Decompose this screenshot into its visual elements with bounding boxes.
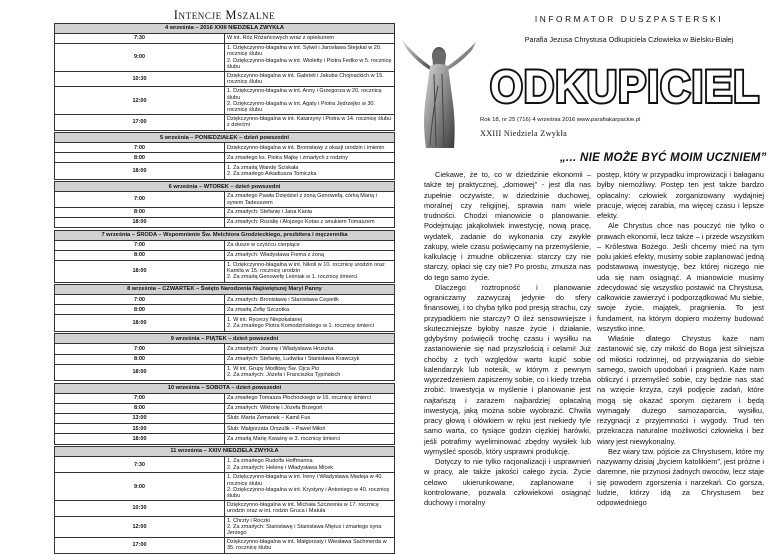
mass-time: 7:00: [55, 192, 225, 207]
mass-intention: [225, 87, 395, 115]
mass-intention: [225, 393, 395, 403]
mass-intention: [225, 207, 395, 217]
mass-row: [55, 364, 395, 380]
mass-time: 8:00: [55, 250, 225, 260]
mass-time: 15:00: [55, 424, 225, 434]
mass-intention: [225, 413, 395, 423]
mass-intention: [225, 295, 395, 305]
mass-time: 18:00: [55, 315, 225, 331]
mass-time: 7:00: [55, 344, 225, 354]
mass-row: [55, 403, 395, 413]
mass-row: [55, 143, 395, 153]
intention-line: 2. Dziękczynno-błagalna w int. Wioletty i Piotra Fedko w 5. rocznicę ślubu: [227, 57, 392, 70]
mass-time: 7:30: [55, 33, 225, 43]
day-header: 6 września – WTOREK – dzień powszedni: [55, 182, 395, 192]
intention-line: 2. Za zmarłych: Helenę i Władysława Micek: [227, 464, 334, 471]
mass-row: [55, 163, 395, 179]
day-header: 4 września – 2016 XXIII NIEDZIELA ZWYKŁA: [55, 24, 395, 34]
mass-time: 7:00: [55, 393, 225, 403]
intention-line: Za dusze w czyśćcu cierpiące: [227, 242, 300, 249]
day-header-row: [55, 285, 395, 295]
mass-time: 7:00: [55, 295, 225, 305]
masthead-text: ODKUPICIEL: [490, 61, 760, 112]
intention-line: Za zmarłą Marię Kwaśny w 3. rocznicę śmierci: [227, 435, 341, 442]
intention-line: 1. Dziękczynno-błagalna w int. Nikoli w 10. rocznicę urodzin oraz Kamila w 15. rocznicę urodzin: [227, 261, 385, 275]
mass-intention: [225, 44, 395, 72]
intention-line: Za zmarłą Zofię Szczotka: [227, 306, 290, 313]
mass-row: [55, 354, 395, 364]
intentions-table-body: [55, 24, 395, 554]
mass-time: 17:00: [55, 115, 225, 130]
intention-line: 2. Za zmarłego Piotra Komodzińskiego w 1. rocznicę śmierci: [227, 323, 375, 330]
intention-line: Za zmarłego ks. Piotra Majkę i zmarłych z rodziny: [227, 154, 349, 161]
mass-intention: [225, 473, 395, 501]
mass-row: [55, 250, 395, 260]
intention-line: 1. Dziękczynno-błagalna w int. Sylwii i Jarosława Stejskal w 20. rocznicę ślubu: [227, 45, 382, 58]
issue-info: Rok 18, nr 25 (716) 4 września 2016 www.parafiakarpackie.pl: [480, 117, 641, 123]
intention-line: 2. Dziękczynno-błagalna w int. Agaty i Piotra Jędrzejko w 30. rocznicę ślubu: [227, 100, 375, 113]
mass-row: [55, 192, 395, 207]
article-column-1: [424, 170, 591, 508]
mass-intention: [225, 250, 395, 260]
intention-line: Za zmarłego Pawła Dziędziel z żoną Genowefą, córką Marią i synem Tadeuszem: [227, 193, 377, 206]
mass-row: [55, 434, 395, 444]
mass-intention: [225, 143, 395, 153]
mass-time: 9:00: [55, 44, 225, 72]
intention-line: Za zmarłych: Joannę i Władysława Hruszka: [227, 345, 334, 352]
mass-row: [55, 33, 395, 43]
mass-intention: [225, 163, 395, 179]
mass-time: 8:00: [55, 403, 225, 413]
mass-row: [55, 538, 395, 553]
mass-time: 12:00: [55, 87, 225, 115]
intention-line: 1. Dziękczynno-błagalna w int. Anny i Grzegorza w 20. rocznicę ślubu: [227, 88, 382, 101]
mass-time: 8:00: [55, 207, 225, 217]
day-header: 9 września – PIĄTEK – dzień powszedni: [55, 334, 395, 344]
mass-time: 7:30: [55, 457, 225, 473]
mass-intention: [225, 354, 395, 364]
article-paragraph: Ale Chrystus chce nas pouczyć nie tylko o prawach ekonomii, lecz także – i przede wszystkim – Królestwa Bożego. Jeśli chcemy mieć na tym polu jakieś efekty, musimy sobie zaplanować jedną podstawową inwestycję, bez której niczego nie uda się nam osiągnąć. A mianowicie musimy zdecydować się wszystko postawić na Chrystusa, całkowicie zawierzyć i podporządkować Mu siebie, swoje życie, majątek, pragnienia. To jest fundament, na którym dopiero możemy budować wszystko inne.: [597, 221, 764, 333]
intention-line: Dziękczynno-błagalna w int. Michała Szczesnia w 17. rocznicę urodzin oraz w int. rodzin Gruca i Matuła: [227, 502, 379, 515]
mass-intention: [225, 240, 395, 250]
mass-time: 18:00: [55, 217, 225, 227]
mass-intention: [225, 153, 395, 163]
intention-line: Za zmarłych: Bronisławę i Stanisława Cepielik: [227, 296, 339, 303]
mass-intention: [225, 305, 395, 315]
article-paragraph: Dotyczy to nie tylko racjonalizacji i usprawnień w pracy, ale także jakości całego życia. Życie celowo ukierunkowane, zaplanowane i kontrolowane, pozwala człowiekowi osiągnąć duchowy i moralny: [424, 457, 591, 507]
publication-name: INFORMATOR DUSZPASTERSKI: [534, 14, 724, 24]
mass-row: [55, 240, 395, 250]
mass-time: 10:30: [55, 71, 225, 86]
intention-line: Dziękczynno-błagalna w int. Gabrieli i Jakuba Chojnackich w 15. rocznicę ślubu: [227, 72, 384, 86]
intention-line: Dziękczynno-błagalna w int. Małgorzaty i Wiesława Sachmerda w 35. rocznicę ślubu: [227, 539, 387, 552]
article-column-2: [597, 170, 764, 508]
article-title: „... NIE MOŻE BYĆ MOIM UCZNIEM”: [560, 152, 767, 164]
mass-time: 17:00: [55, 538, 225, 553]
mass-row: [55, 207, 395, 217]
day-header-row: [55, 334, 395, 344]
day-header-row: [55, 182, 395, 192]
mass-intention: [225, 403, 395, 413]
article-paragraph: Ciekawe, że to, co w dziedzinie ekonomii – także tej praktycznej, „domowej” - jest dla nas zupełnie oczywiste, w dziedzinie duchowej, moralnej czy religijnej, sprawia nam wiele trudności. Chodzi mianowicie o planowanie. Podejmując jakąkolwiek inwestycję, nową pracę, wydatek, zadanie do wykonania czy zwykłe zakupy, wiele czasu poświęcamy na przemyślenie, kalkulację i żmudne obliczenia: starczy czy nie starczy, opłaci się czy nie? Po prostu, zmusza nas do tego samo życie.: [424, 170, 591, 282]
day-header-row: [55, 133, 395, 143]
mass-time: 18:00: [55, 434, 225, 444]
intention-line: 1. W int. Grupy Modlitwy Św. Ojca Pio: [227, 366, 320, 373]
intention-line: Za zmarłego Tomasza Płochockiego w 16. rocznicę śmierci: [227, 395, 371, 402]
mass-intention: [225, 364, 395, 380]
mass-intention: [225, 538, 395, 553]
mass-row: [55, 260, 395, 282]
article-paragraph: Właśnie dlatego Chrystus każe nam zastanowić się, czy miłość do Boga jest silniejsza od miłości rodzinnej, od przywiązania do siebie samego, swoich upodobań i pragnień. Każe nam obliczyć i przemyśleć sobie, czy będzie nas stać na wzięcie krzyża, czyli podjęcie zadań, które mogą się okazać sporym ciężarem i będą wymagały dużego samozaparcia, wysiłku, rezygnacji z przyjemności i wygody. Trud ten przekracza naturalne możliwości człowieka i bez wiary jest niewykonalny.: [597, 334, 764, 446]
mass-row: [55, 87, 395, 115]
intention-line: 1. Za zmarłego Rudolfa Hoffmanna: [227, 458, 313, 465]
intentions-table: [54, 23, 395, 554]
mass-row: [55, 501, 395, 516]
mass-row: [55, 153, 395, 163]
article-paragraph: Bez wiary tzw. pójście za Chrystusem, które my nazywamy dzisiaj „byciem katolikiem”, jest próżne i daremne, nie przynosi żadnych owoców, lecz staje się powodem zgorszenia i narzekań. Co gorsza, ludzie, którzy idą za Chrystusem bez odpowiedniego: [597, 446, 764, 507]
mass-row: [55, 315, 395, 331]
mass-row: [55, 457, 395, 473]
intention-line: Za zmarłych: Stefanię, Ludwika i Stanisława Krawczyk: [227, 356, 360, 362]
parish-name: Parafia Jezusa Chrystusa Odkupiciela Człowieka w Bielsku-Białej: [524, 35, 734, 44]
article-paragraph: postęp, który w przypadku improwizacji i bałaganu byłby niemożliwy. Postęp ten jest także bardzo opłacalny: człowiek zorganizowany wydajniej pracuje, więcej zarabia, ma więcej czasu i lepsze efekty.: [597, 170, 764, 220]
intention-line: Ślub: Małgorzata Orszulik – Paweł Miłoń: [227, 425, 326, 432]
mass-time: 18:00: [55, 163, 225, 179]
day-header: 8 września – CZWARTEK – Święto Narodzenia Najświętszej Maryi Panny: [55, 285, 395, 295]
intention-line: 1. Chrzty i Roczki: [227, 517, 270, 524]
mass-row: [55, 393, 395, 403]
day-header: 7 września – ŚRODA – Wspomnienie Św. Melchiora Grodzieckiego, prezbitera i męczennika: [55, 230, 395, 240]
mass-time: 7:00: [55, 143, 225, 153]
mass-intention: [225, 457, 395, 473]
mass-row: [55, 295, 395, 305]
sunday-name: XXIII Niedziela Zwykła: [480, 129, 568, 138]
mass-row: [55, 115, 395, 130]
day-header-row: [55, 230, 395, 240]
intention-line: Za zmarłych: Wiktorię i Józefa Brzegoń: [227, 405, 323, 412]
mass-intention: [225, 217, 395, 227]
intention-line: 2. Za zmarłą Genowefę Leśniak w 1. rocznicę śmierci: [227, 274, 358, 281]
intention-line: Za zmarłych: Stefanię i Jana Kania: [227, 209, 312, 216]
mass-intention: [225, 501, 395, 516]
mass-intention: [225, 192, 395, 207]
day-header-row: [55, 24, 395, 34]
mass-row: [55, 71, 395, 86]
mass-intention: [225, 516, 395, 538]
intention-line: 2. Za zmarłego Arkadiusza Tomiczka: [227, 171, 317, 178]
mass-intention: [225, 33, 395, 43]
mass-time: 8:00: [55, 305, 225, 315]
mass-time: 18:00: [55, 260, 225, 282]
mass-row: [55, 424, 395, 434]
intention-line: Ślub: Marta Zemanek – Kamil Fus: [227, 415, 311, 422]
masthead-logo: [487, 60, 763, 110]
intention-line: Dziękczynno-błagalna w int. Katarzyny i Piotra w 14. rocznicę ślubu z dziećmi: [227, 116, 392, 129]
intention-line: 1. Za zmarłą Wandę Ściskała: [227, 164, 299, 171]
intention-line: 2. Za zmarłych: Józefa i Franciszka Typińskich: [227, 372, 341, 379]
mass-row: [55, 44, 395, 72]
intention-line: 2. Dziękczynno-błagalna w int. Krystyny i Antoniego w 40. rocznicę ślubu: [227, 486, 390, 499]
publication-header: [494, 14, 764, 44]
mass-time: 12:00: [55, 516, 225, 538]
article-paragraph: Dlaczego roztropność i planowanie ograniczamy zazwyczaj jedynie do sfery finansowej, i to chyba tylko pod presją strachu, czy przypadkiem nie starczy? O ileż sensowniejsze i skuteczniejsze byłoby nasze życie i działanie, gdybyśmy poświęcili trochę czasu i wysiłku na zastanowienie się nad przyszłością i celami! Już choćby z tych względów warto kupić sobie kalendarzyk lub notesik, w którym z pewnym wyprzedzeniem zapiszemy sobie, co i kiedy trzeba zrobić. Inwestycja w myślenie i planowanie jest najtańszą i zarazem najbardziej opłacalną inwestycją, jaką można sobie wyobrazić. Chwila pracy głową i ołówkiem w ręku jest niekiedy tyle samo warta, co tysiące godzin ciężkiej harówki, jeśli potrafimy wyeliminować zbędny wysiłek lub wymyśleć sposób, który usprawni produkcję.: [424, 282, 591, 456]
mass-time: 10:30: [55, 501, 225, 516]
mass-intention: [225, 344, 395, 354]
mass-intention: [225, 71, 395, 86]
mass-intention: [225, 434, 395, 444]
intention-line: Za zmarłych: Władysława Fiema z żoną: [227, 252, 324, 259]
intention-line: W int. Róż Różańcowych wraz z opiekunem: [227, 35, 334, 42]
day-header: 5 września – PONIEDZIAŁEK – dzień powszedni: [55, 133, 395, 143]
mass-intention: [225, 424, 395, 434]
day-header: 11 września – XXIV NIEDZIELA ZWYKŁA: [55, 447, 395, 457]
mass-time: 13:00: [55, 413, 225, 423]
mass-row: [55, 413, 395, 423]
day-header: 10 września – SOBOTA – dzień powszedni: [55, 383, 395, 393]
mass-time: 7:00: [55, 240, 225, 250]
intention-line: 2. Za zmarłych: Stanisławę i Stanisława Miętus i zmarłego syna Jerzego: [227, 523, 382, 537]
mass-row: [55, 516, 395, 538]
mass-intention: [225, 260, 395, 282]
day-header-row: [55, 383, 395, 393]
intention-line: 1. W int. Rycerzy Niepokalanej: [227, 316, 302, 323]
mass-time: 8:00: [55, 153, 225, 163]
intentions-title: Intencje Mszalne: [173, 8, 276, 22]
mass-row: [55, 217, 395, 227]
intention-line: Dziękczynno-błagalna w int. Bronisławy z okazji urodzin i imienin: [227, 144, 385, 151]
intention-line: 1. Dziękczynno-błagalna w int. Ireny i Władysława Madeja w 40. rocznicę ślubu: [227, 474, 383, 487]
mass-row: [55, 473, 395, 501]
christ-statue-icon: [396, 26, 480, 150]
mass-time: 18:00: [55, 364, 225, 380]
mass-time: 9:00: [55, 473, 225, 501]
intention-line: Za zmarłych: Rozalię i Alojzego Kotas z wnukiem Tomaszem: [227, 219, 375, 226]
mass-intention: [225, 115, 395, 130]
mass-intention: [225, 315, 395, 331]
mass-time: 8:00: [55, 354, 225, 364]
intentions-section: [54, 8, 395, 554]
day-header-row: [55, 447, 395, 457]
mass-row: [55, 344, 395, 354]
mass-row: [55, 305, 395, 315]
